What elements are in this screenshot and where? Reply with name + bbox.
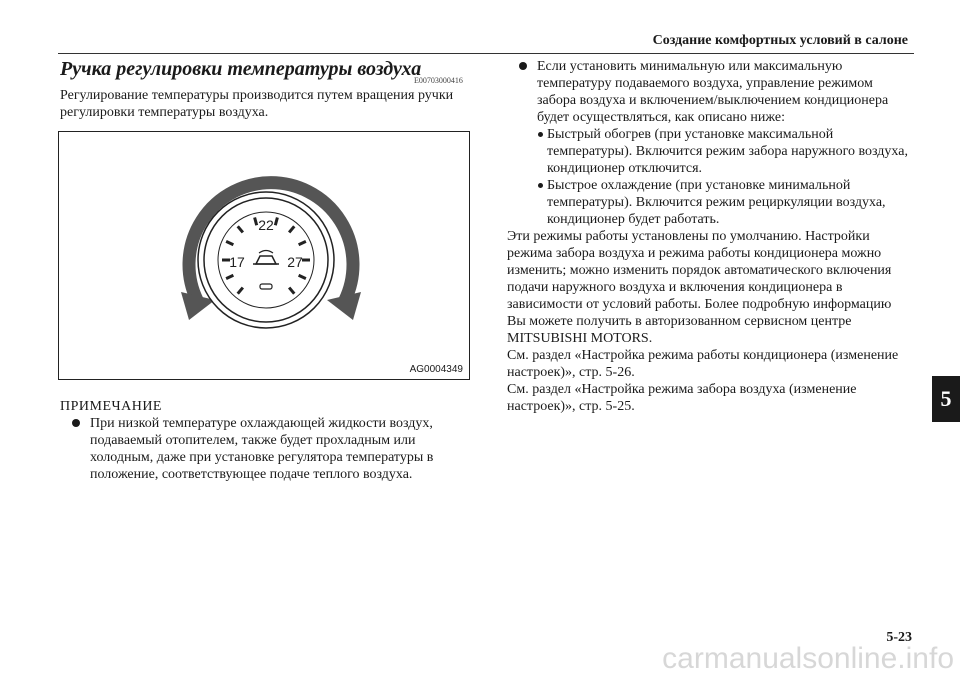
temperature-dial-illustration <box>59 132 471 381</box>
section-title: Ручка регулировки температуры воздуха <box>60 58 422 80</box>
main-bullet-text: Если установить минимальную или максимальную температуру подаваемого воздуха, управление режимом забора воздуха и включением/выключением кондиционера будет осуществляться, как описано ниже: <box>537 59 889 125</box>
watermark: carmanualsonline.info <box>662 642 954 675</box>
dial-tick <box>275 217 277 225</box>
header-rule <box>58 53 914 54</box>
note-list <box>60 415 472 483</box>
dial-label-mid: 22 <box>258 217 274 233</box>
bullet-icon <box>519 62 527 70</box>
note-item <box>60 415 472 483</box>
sub-bullet-text: Быстрое охлаждение (при установке минимальной температуры). Включится режим рециркуляции воздуха, кондиционер будет работать. <box>547 178 886 227</box>
right-column <box>507 58 912 415</box>
chapter-tab: 5 <box>932 376 960 422</box>
section-intro: Регулирование температуры производится путем вращения ручки регулировки температуры воздуха. <box>60 88 454 120</box>
figure-illustration <box>58 131 470 380</box>
page-number: 5-23 <box>886 630 912 645</box>
sub-bullet-item <box>507 177 912 228</box>
cross-reference: См. раздел «Настройка режима работы кондиционера (изменение настроек)», стр. 5-26. <box>507 348 899 380</box>
sub-bullet-icon <box>538 132 543 137</box>
section-code: E00703000416 <box>414 76 463 85</box>
note-heading: ПРИМЕЧАНИЕ <box>60 399 162 414</box>
bullet-icon <box>72 419 80 427</box>
body-paragraph: Эти режимы работы установлены по умолчанию. Настройки режима забора воздуха и режима работы кондиционера можно изменить; можно изменить порядок автоматического включения подачи наружного воздуха и включения кондиционера в зависимости от условий работы. Более подробную информацию Вы можете получить в авторизованном сервисном центре MITSUBISHI MOTORS. <box>507 229 892 346</box>
sub-bullet-text: Быстрый обогрев (при установке максимальной температуры). Включится режим забора наружного воздуха, кондиционер отключится. <box>547 127 908 176</box>
sub-bullet-icon <box>538 183 543 188</box>
dial-tick <box>255 217 257 225</box>
main-bullet-item <box>507 58 912 126</box>
dial-label-low: 17 <box>229 254 245 270</box>
chapter-header-title: Создание комфортных условий в салоне <box>652 33 908 48</box>
rotation-arrow-right-icon <box>327 292 361 320</box>
dial-label-high: 27 <box>287 254 303 270</box>
note-item-text: При низкой температуре охлаждающей жидкости воздух, подаваемый отопителем, также будет прохладным или холодным, даже при установке регулятора температуры в положение, соответствующее подаче теплого воздуха. <box>90 416 434 482</box>
figure-code: AG0004349 <box>409 364 463 375</box>
sub-bullet-item <box>507 126 912 177</box>
cross-reference: См. раздел «Настройка режима забора воздуха (изменение настроек)», стр. 5-25. <box>507 382 857 414</box>
